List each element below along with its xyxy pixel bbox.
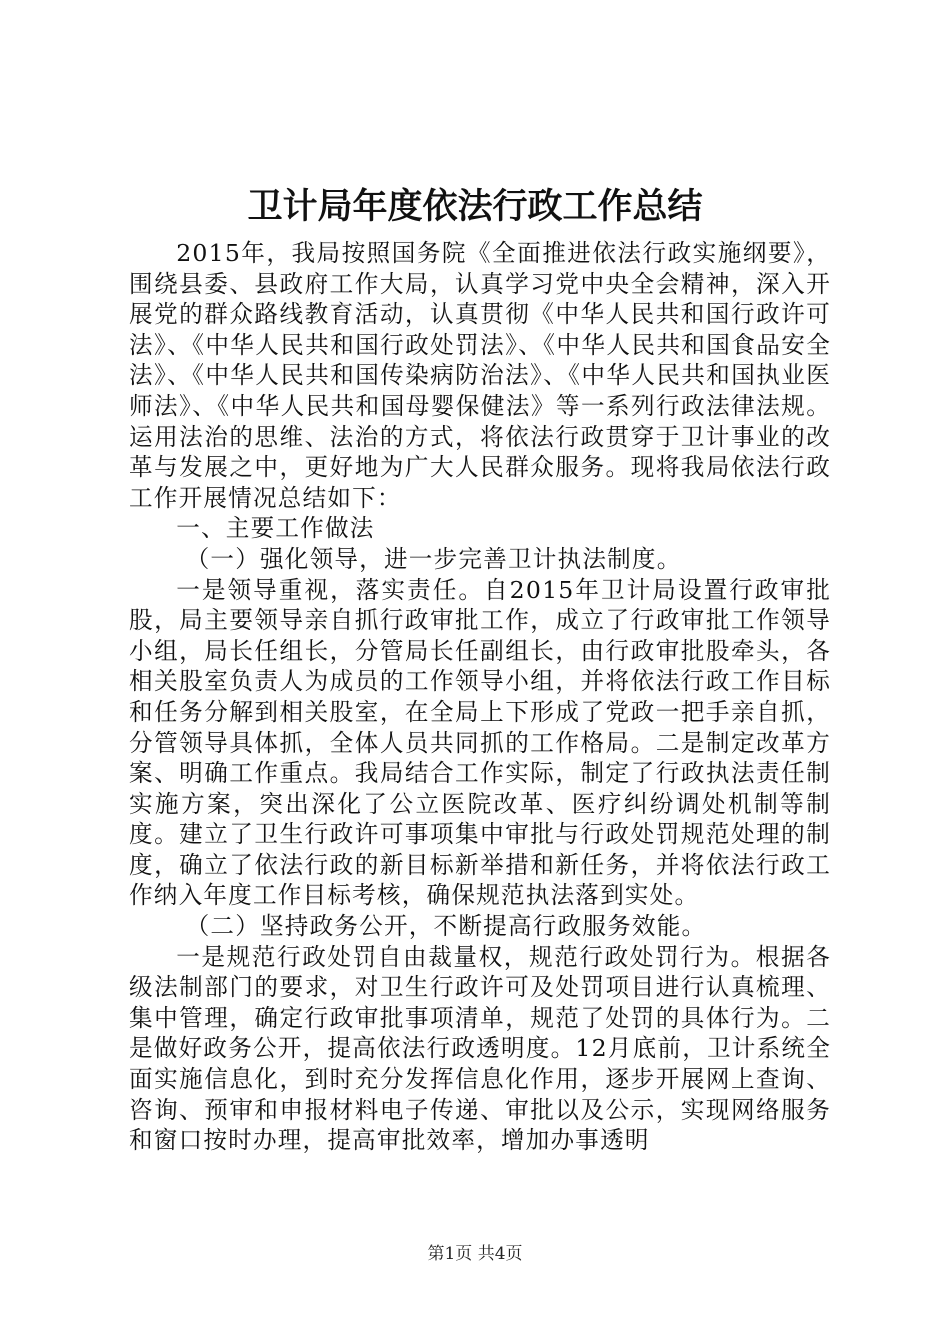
subsection-heading-1: （一）强化领导，进一步完善卫计执法制度。 — [185, 544, 682, 573]
subsection-heading-2: （二）坚持政务公开，不断提高行政服务效能。 — [185, 912, 707, 941]
paragraph-intro: 2015年，我局按照国务院《全面推进依法行政实施纲要》，围绕县委、县政府工作大局，认真学习党中央全会精神，深入开展党的群众路线教育活动，认真贯彻《中华人民共和国行政许可法》、《中华人民共和国行政处罚法》、《中华人民共和国食品安全法》、《中华人民共和国传染病防治法》、《中华人民共和国执业医师法》、《中华人民共和国母婴保健法》等一系列行政法律法规。运用法治的思维、法治的方式，将依法行政贯穿于卫计事业的改革与发展之中，更好地为广大人民群众服务。现将我局依法行政工作开展情况总结如下： — [129, 239, 831, 512]
page-footer: 第1页 共4页 — [427, 1244, 523, 1264]
paragraph-leadership: 一是领导重视，落实责任。自2015年卫计局设置行政审批股，局主要领导亲自抓行政审批工作，成立了行政审批工作领导小组，局长任组长，分管局长任副组长，由行政审批股牵头，各相关股室负责人为成员的工作领导小组，并将依法行政工作目标和任务分解到相关股室，在全局上下形成了党政一把手亲自抓，分管领导具体抓，全体人员共同抓的工作格局。二是制定改革方案、明确工作重点。我局结合工作实际，制定了行政执法责任制实施方案，突出深化了公立医院改革、医疗纠纷调处机制等制度。建立了卫生行政许可事项集中审批与行政处罚规范处理的制度，确立了依法行政的新目标新举措和新任务，并将依法行政工作纳入年度工作目标考核，确保规范执法落到实处。 — [129, 575, 831, 910]
document-body — [129, 238, 831, 1156]
document-title: 卫计局年度依法行政工作总结 — [247, 186, 703, 227]
paragraph-transparency: 一是规范行政处罚自由裁量权，规范行政处罚行为。根据各级法制部门的要求，对卫生行政许可及处罚项目进行认真梳理、集中管理，确定行政审批事项清单，规范了处罚的具体行为。二是做好政务公开，提高依法行政透明度。12月底前，卫计系统全面实施信息化，到时充分发挥信息化作用，逐步开展网上查询、咨询、预审和申报材料电子传递、审批以及公示，实现网络服务和窗口按时办理，提高审批效率，增加办事透明 — [129, 942, 831, 1155]
section-heading: 一、主要工作做法 — [176, 514, 375, 543]
